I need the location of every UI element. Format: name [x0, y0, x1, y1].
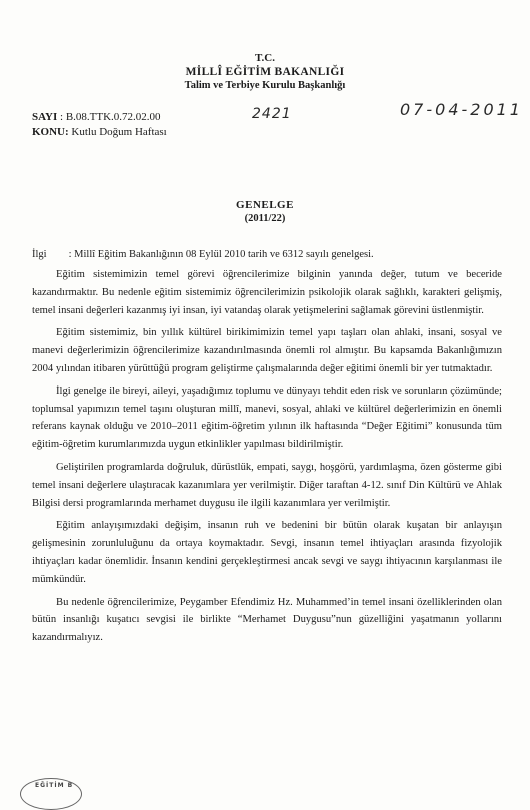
paragraph: Geliştirilen programlarda doğruluk, dürüstlük, empati, saygı, hoşgörü, yardımlaşma, özen gösterme gibi temel insani değerlere ulaştıracak kazanımlara yer verilmiştir. Diğer taraftan 4-12. sınıf Din Kültürü ve Ahlak Bilgisi dersi programlarında merhamet duygusu ile ilgili kazanımlara yer verilmiştir.	[32, 461, 502, 509]
title-genelge: GENELGE	[236, 199, 294, 211]
document-meta	[32, 110, 167, 140]
letterhead-tc: T.C.	[255, 52, 275, 64]
sayi-label: SAYI	[32, 111, 58, 123]
paragraph: Bu nedenle öğrencilerimize, Peygamber Efendimiz Hz. Muhammed’in temel insani özelliklerinden olan bütün insanlığı kuşatıcı sevgisi ile birlikte “Merhamet Duygusu”nun güzelliğini yaşatmanın yollarını kazandırmalıyız.	[32, 596, 502, 644]
title-number: (2011/22)	[244, 213, 286, 224]
ilgi-line	[32, 248, 502, 262]
konu-row	[32, 125, 167, 140]
ilgi-text: : Millî Eğitim Bakanlığının 08 Eylül 2010 tarih ve 6312 sayılı genelgesi.	[68, 249, 374, 260]
handwritten-number: 2421	[252, 106, 292, 122]
sayi-value: : B.08.TTK.0.72.02.00	[60, 111, 161, 123]
handwritten-date: 07-04-2011	[400, 100, 523, 119]
sayi-row	[32, 110, 167, 125]
letterhead	[0, 52, 530, 93]
body-text	[32, 266, 502, 652]
paragraph: Eğitim sistemimiz, bin yıllık kültürel birikimimizin temel yapı taşları olan ahlaki, insani, sosyal ve manevi değerlerimizin öğrencilerimize kazandırılmasında önemli rol almıştır. Bu kapsamda Bakanlığımızın 2004 yılından itibaren yürüttüğü program geliştirme çalışmalarında değer eğitimi önemli bir yer tutmaktadır.	[32, 327, 502, 374]
document-title	[0, 198, 530, 226]
letterhead-department: Talim ve Terbiye Kurulu Başkanlığı	[184, 80, 346, 91]
paragraph: Eğitim anlayışımızdaki değişim, insanın ruh ve bedenini bir bütün olarak kuşatan bir anlayışın gelişmesinin zorunluluğunu da ortaya koymaktadır. Sevgi, insanın temel ihtiyaçları arasında fizyolojik ihtiyaçları kadar önemlidir. İnsanın kendini gerçekleştirmesi ancak sevgi ve saygı ihtiyacının karşılanması ile mümkündür.	[32, 520, 502, 585]
seal-text: EĞİTİM B	[35, 782, 74, 789]
konu-label: KONU:	[32, 126, 69, 138]
official-seal	[20, 778, 82, 810]
konu-value: Kutlu Doğum Haftası	[71, 126, 167, 138]
ilgi-label: İlgi	[32, 249, 47, 260]
paragraph: Eğitim sistemimizin temel görevi öğrencilerimize bilginin yanında değer, tutum ve beceride kazandırmaktır. Bu nedenle eğitim sistemimiz öğrencilerimizin psikolojik olarak sağlıklı, karakteri gelişmiş, temel insani değerleri kazanmış iyi insan, iyi vatandaş olarak yetişmelerini sağlamak görevini üstlenmiştir.	[32, 269, 502, 316]
letterhead-ministry: MİLLÎ EĞİTİM BAKANLIĞI	[185, 66, 345, 78]
paragraph: İlgi genelge ile bireyi, aileyi, yaşadığımız toplumu ve dünyayı tehdit eden risk ve sorunların çözümünde; toplumsal yapımızın temel taşını oluşturan millî, manevi, sosyal, ahlaki ve kültürel değerlerimizin en önemli referans kaynak olduğu ve 2010–2011 eğitim-öğretim yılının ilk haftasında “Değer Eğitimi” konusunda tüm eğitim-öğretim kurumlarımızda uygun etkinlikler yapılması bildirilmiştir.	[32, 385, 502, 451]
